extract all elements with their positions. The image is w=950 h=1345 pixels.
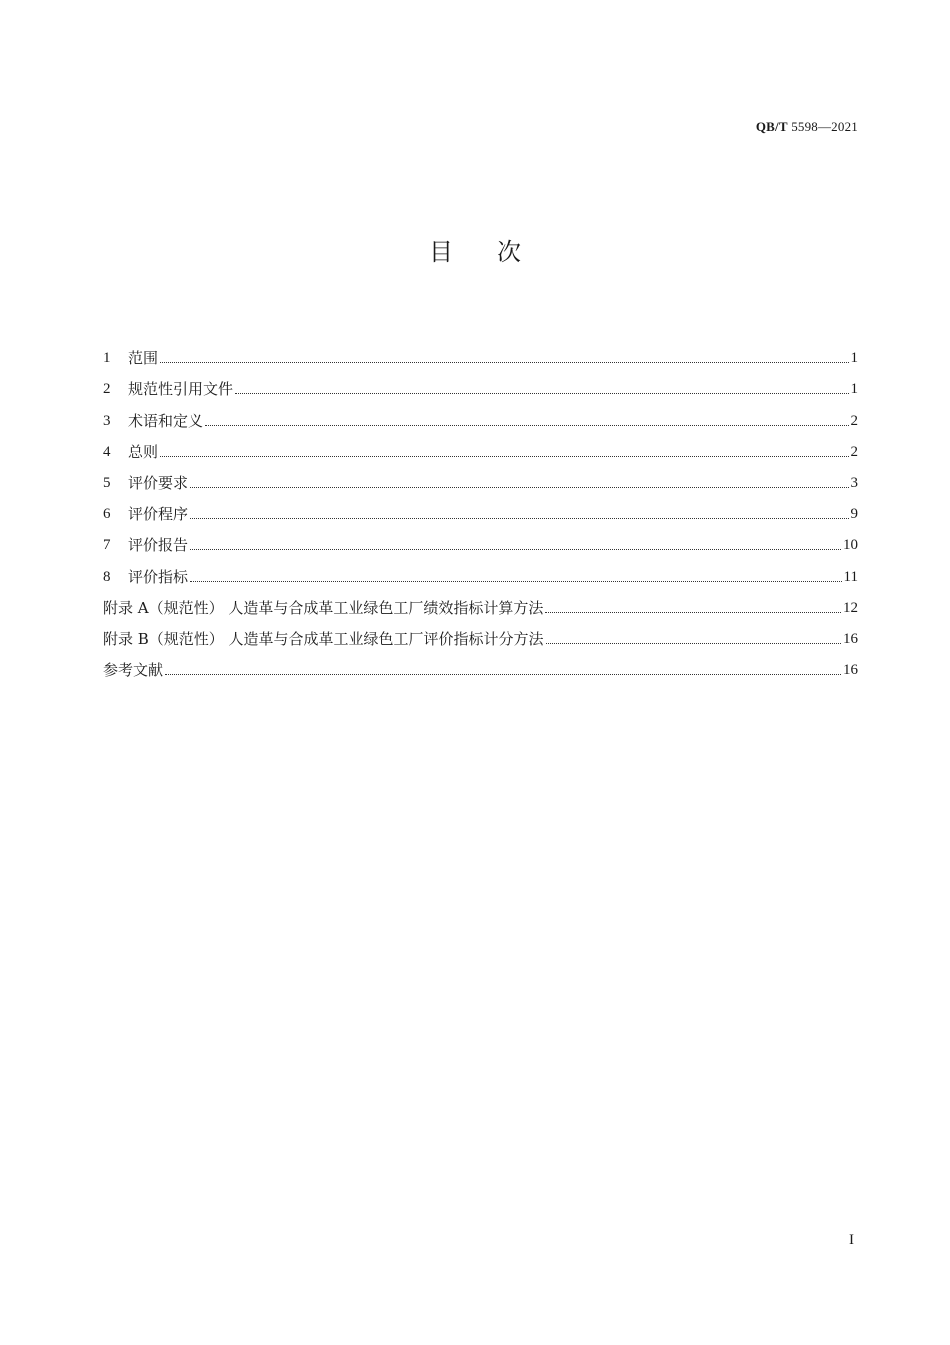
toc-entry-number: 3 bbox=[103, 412, 111, 429]
toc-entry-label: 范围 bbox=[128, 349, 159, 368]
toc-entry-number: 7 bbox=[103, 537, 111, 554]
toc-entry-number: 4 bbox=[103, 443, 111, 460]
table-of-contents bbox=[103, 337, 858, 680]
toc-entry-label: 总则 bbox=[128, 442, 159, 461]
page-title: 目次 bbox=[429, 238, 565, 266]
toc-leader-dots bbox=[165, 673, 841, 675]
toc-entry-label: 评价要求 bbox=[128, 473, 189, 492]
toc-entry-label: 评价程序 bbox=[128, 505, 189, 524]
toc-leader-dots bbox=[545, 611, 841, 613]
toc-leader-dots bbox=[190, 486, 848, 488]
toc-entry-5[interactable] bbox=[103, 462, 858, 493]
toc-entry-7[interactable] bbox=[103, 524, 858, 555]
toc-entry-page: 3 bbox=[850, 474, 858, 491]
toc-leader-dots bbox=[160, 455, 848, 457]
toc-entry-number: 6 bbox=[103, 506, 111, 523]
toc-leader-dots bbox=[190, 580, 842, 582]
toc-entry-page: 12 bbox=[843, 599, 858, 616]
toc-leader-dots bbox=[160, 361, 848, 363]
toc-entry-label: 评价报告 bbox=[128, 536, 189, 555]
toc-entry-6[interactable] bbox=[103, 493, 858, 524]
toc-entry-1[interactable] bbox=[103, 337, 858, 368]
toc-entry-annex-b[interactable] bbox=[103, 618, 858, 649]
toc-entry-label: 规范性引用文件 bbox=[128, 380, 234, 399]
page-number: I bbox=[849, 1232, 854, 1248]
toc-leader-dots bbox=[546, 642, 841, 644]
toc-entry-page: 10 bbox=[843, 537, 858, 554]
toc-entry-page: 2 bbox=[850, 443, 858, 460]
toc-entry-annex-a[interactable] bbox=[103, 587, 858, 618]
toc-entry-number: 8 bbox=[103, 568, 111, 585]
standard-number bbox=[756, 119, 858, 135]
toc-entry-label: 参考文献 bbox=[103, 661, 164, 680]
toc-entry-bibliography[interactable] bbox=[103, 649, 858, 680]
toc-entry-4[interactable] bbox=[103, 431, 858, 462]
toc-entry-number: 2 bbox=[103, 381, 111, 398]
toc-entry-page: 16 bbox=[843, 630, 858, 647]
toc-entry-8[interactable] bbox=[103, 555, 858, 586]
toc-entry-number: 1 bbox=[103, 350, 111, 367]
toc-entry-number: 5 bbox=[103, 474, 111, 491]
toc-entry-label: 术语和定义 bbox=[128, 411, 204, 430]
toc-entry-label: 评价指标 bbox=[128, 567, 189, 586]
toc-leader-dots bbox=[190, 517, 848, 519]
standard-code: QB/T bbox=[755, 119, 788, 134]
toc-entry-label: 附录 A（规范性） 人造革与合成革工业绿色工厂绩效指标计算方法 bbox=[103, 598, 544, 617]
standard-number-year: 5598—2021 bbox=[791, 119, 858, 134]
toc-entry-2[interactable] bbox=[103, 368, 858, 399]
toc-leader-dots bbox=[190, 548, 841, 550]
toc-entry-page: 1 bbox=[850, 350, 858, 367]
toc-entry-label: 附录 B（规范性） 人造革与合成革工业绿色工厂评价指标计分方法 bbox=[103, 629, 544, 648]
toc-entry-page: 9 bbox=[850, 506, 858, 523]
toc-entry-page: 11 bbox=[843, 568, 858, 585]
toc-leader-dots bbox=[205, 424, 848, 426]
toc-entry-3[interactable] bbox=[103, 399, 858, 430]
toc-entry-page: 16 bbox=[843, 662, 858, 679]
toc-entry-page: 1 bbox=[850, 381, 858, 398]
toc-leader-dots bbox=[235, 392, 848, 394]
toc-entry-page: 2 bbox=[850, 412, 858, 429]
